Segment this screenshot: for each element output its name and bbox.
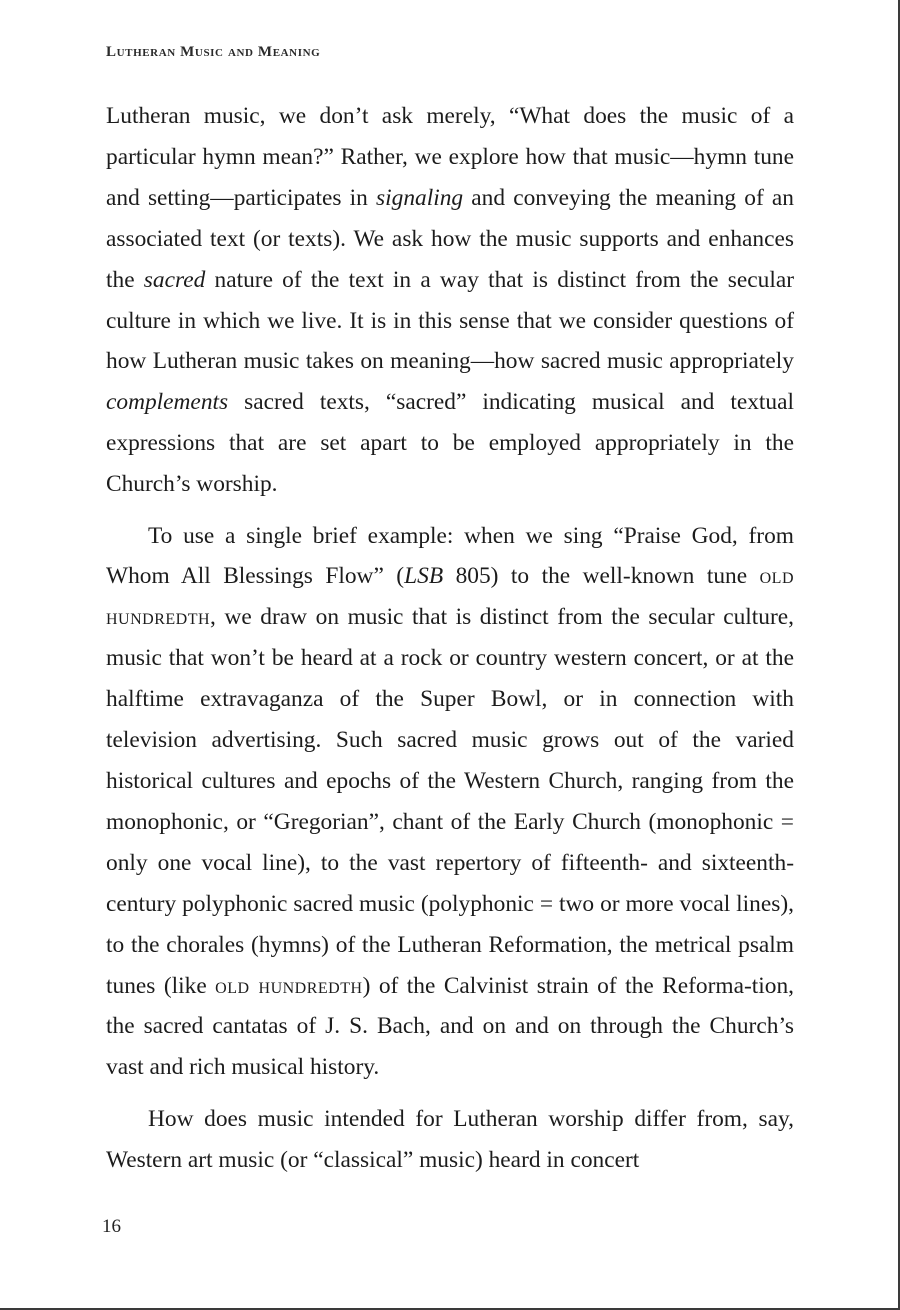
text-segment: nature of the text in a way that is distinct from the secular culture in which we live. It is in this sense that we consider questions of how Lutheran music takes on meaning—how sacred music appropriately <box>106 266 794 375</box>
page-number: 16 <box>102 1216 121 1237</box>
italic-segment: LSB <box>404 563 444 590</box>
paragraph-2 <box>106 516 794 1089</box>
body-text <box>106 96 794 1181</box>
paragraph-3 <box>106 1099 794 1181</box>
smallcaps-segment: old hundredth <box>215 972 363 999</box>
italic-segment: sacred <box>143 266 206 293</box>
text-segment: To use a single brief example: when we sing “Praise God, from Whom All Blessings Flow” ( <box>106 522 794 590</box>
text-segment: , we draw on music that is distinct from the secular culture, music that won’t be heard at a rock or country western concert, or at the halftime extravaganza of the Super Bowl, or in connection with television advertising. Such sacred music grows out of the varied historical cultures and epochs of the Western Church, ranging from the monophonic, or “Gregorian”, chant of the Early Church (monophonic = only one vocal line), to the vast repertory of fifteenth- and sixteenth-century polyphonic sacred music (polyphonic = two or more vocal lines), to the chorales (hymns) of the Lutheran Reformation, the metrical psalm tunes (like <box>106 604 794 999</box>
italic-segment: complements <box>106 389 229 416</box>
paragraph-1 <box>106 96 794 505</box>
running-head: Lutheran Music and Meaning <box>106 44 321 60</box>
italic-segment: signaling <box>376 184 464 211</box>
text-segment: 805) to the well-known tune <box>443 563 760 590</box>
text-segment: ) of the Calvinist strain of the Reforma-tion, the sacred cantatas of J. S. Bach, and on and on through the Church’s vast and rich musical history. <box>106 972 795 1081</box>
smallcaps-segment: old hundredth <box>106 563 794 631</box>
text-segment: sacred texts, “sacred” indicating musical and textual expressions that are set apart to be employed appropriately in the Church’s worship. <box>106 389 794 498</box>
text-segment: How does music intended for Lutheran worship differ from, say, Western art music (or “classical” music) heard in concert <box>106 1105 794 1173</box>
text-segment: and conveying the meaning of an associated text (or texts). We ask how the music supports and enhances the <box>106 184 794 293</box>
text-segment: Lutheran music, we don’t ask merely, “What does the music of a particular hymn mean?” Rather, we explore how that music—hymn tune and setting—participates in <box>106 103 794 211</box>
